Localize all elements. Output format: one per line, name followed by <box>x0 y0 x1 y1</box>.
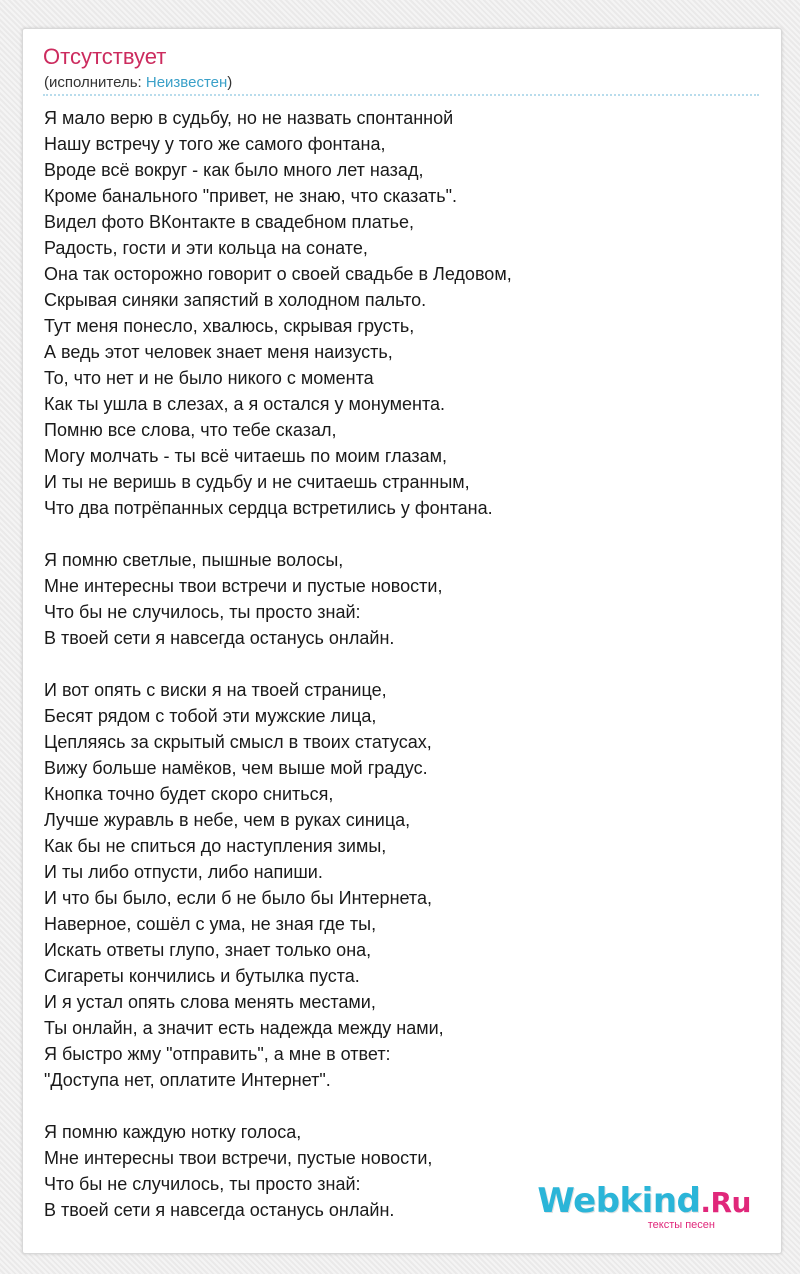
logo-name: Webkind <box>537 1181 701 1221</box>
lyrics-card <box>22 28 782 1254</box>
lyrics-line: Я помню каждую нотку голоса, <box>44 1122 302 1142</box>
lyrics-line: Я помню светлые, пышные волосы, <box>44 550 344 570</box>
logo-wordmark <box>537 1181 751 1223</box>
song-title: Отсутствует <box>43 44 167 69</box>
lyrics-line: Как бы не спиться до наступления зимы, <box>44 836 387 856</box>
lyrics-stanza <box>44 547 764 651</box>
lyrics-stanza <box>44 677 764 1093</box>
lyrics-line: Я мало верю в судьбу, но не назвать спонтанной <box>44 108 454 128</box>
site-logo[interactable] <box>537 1181 751 1231</box>
lyrics-text <box>44 105 764 1249</box>
lyrics-line: Тут меня понесло, хвалюсь, скрывая грусть, <box>44 316 415 336</box>
lyrics-line: А ведь этот человек знает меня наизусть, <box>44 342 393 362</box>
lyrics-line: То, что нет и не было никого с момента <box>44 368 374 388</box>
lyrics-line: Кроме банального "привет, не знаю, что сказать". <box>44 186 458 206</box>
artist-link[interactable]: Неизвестен <box>145 74 228 91</box>
artist-suffix: ) <box>227 74 233 91</box>
lyrics-line: Она так осторожно говорит о своей свадьбе в Ледовом, <box>44 264 512 284</box>
lyrics-line: Мне интересны твои встречи, пустые новости, <box>44 1148 433 1168</box>
divider <box>43 94 759 96</box>
lyrics-line: Мне интересны твои встречи и пустые новости, <box>44 576 443 596</box>
lyrics-line: Вижу больше намёков, чем выше мой градус. <box>44 758 428 778</box>
lyrics-line: И что бы было, если б не было бы Интернета, <box>44 888 432 908</box>
lyrics-line: И вот опять с виски я на твоей странице, <box>44 680 387 700</box>
lyrics-line: Помню все слова, что тебе сказал, <box>44 420 337 440</box>
lyrics-line: Что бы не случилось, ты просто знай: <box>44 1174 361 1194</box>
lyrics-stanza <box>44 105 764 521</box>
lyrics-line: Сигареты кончились и бутылка пуста. <box>44 966 360 986</box>
lyrics-line: Что бы не случилось, ты просто знай: <box>44 602 361 622</box>
logo-tagline: тексты песен <box>647 1219 715 1231</box>
lyrics-line: В твоей сети я навсегда останусь онлайн. <box>44 1200 395 1220</box>
lyrics-line: Как ты ушла в слезах, а я остался у монумента. <box>44 394 446 414</box>
lyrics-line: Бесят рядом с тобой эти мужские лица, <box>44 706 377 726</box>
lyrics-line: Лучше журавль в небе, чем в руках синица, <box>44 810 411 830</box>
lyrics-line: Нашу встречу у того же самого фонтана, <box>44 134 386 154</box>
lyrics-line: Радость, гости и эти кольца на сонате, <box>44 238 368 258</box>
lyrics-line: В твоей сети я навсегда останусь онлайн. <box>44 628 395 648</box>
lyrics-line: Могу молчать - ты всё читаешь по моим глазам, <box>44 446 448 466</box>
lyrics-line: Искать ответы глупо, знает только она, <box>44 940 372 960</box>
lyrics-line: Кнопка точно будет скоро сниться, <box>44 784 334 804</box>
lyrics-line: Я быстро жму "отправить", а мне в ответ: <box>44 1044 391 1064</box>
lyrics-line: Видел фото ВКонтакте в свадебном платье, <box>44 212 414 232</box>
logo-tld: .Ru <box>700 1186 751 1219</box>
lyrics-line: И я устал опять слова менять местами, <box>44 992 376 1012</box>
lyrics-line: Наверное, сошёл с ума, не зная где ты, <box>44 914 377 934</box>
lyrics-line: И ты не веришь в судьбу и не считаешь странным, <box>44 472 470 492</box>
lyrics-line: Цепляясь за скрытый смысл в твоих статусах, <box>44 732 432 752</box>
lyrics-line: Скрывая синяки запястий в холодном пальто. <box>44 290 427 310</box>
artist-line <box>44 73 232 93</box>
lyrics-line: И ты либо отпусти, либо напиши. <box>44 862 323 882</box>
lyrics-line: Вроде всё вокруг - как было много лет назад, <box>44 160 424 180</box>
lyrics-line: Ты онлайн, а значит есть надежда между нами, <box>44 1018 444 1038</box>
lyrics-line: Что два потрёпанных сердца встретились у фонтана. <box>44 498 493 518</box>
artist-prefix: (исполнитель: <box>44 74 146 91</box>
lyrics-line: "Доступа нет, оплатите Интернет". <box>44 1070 331 1090</box>
